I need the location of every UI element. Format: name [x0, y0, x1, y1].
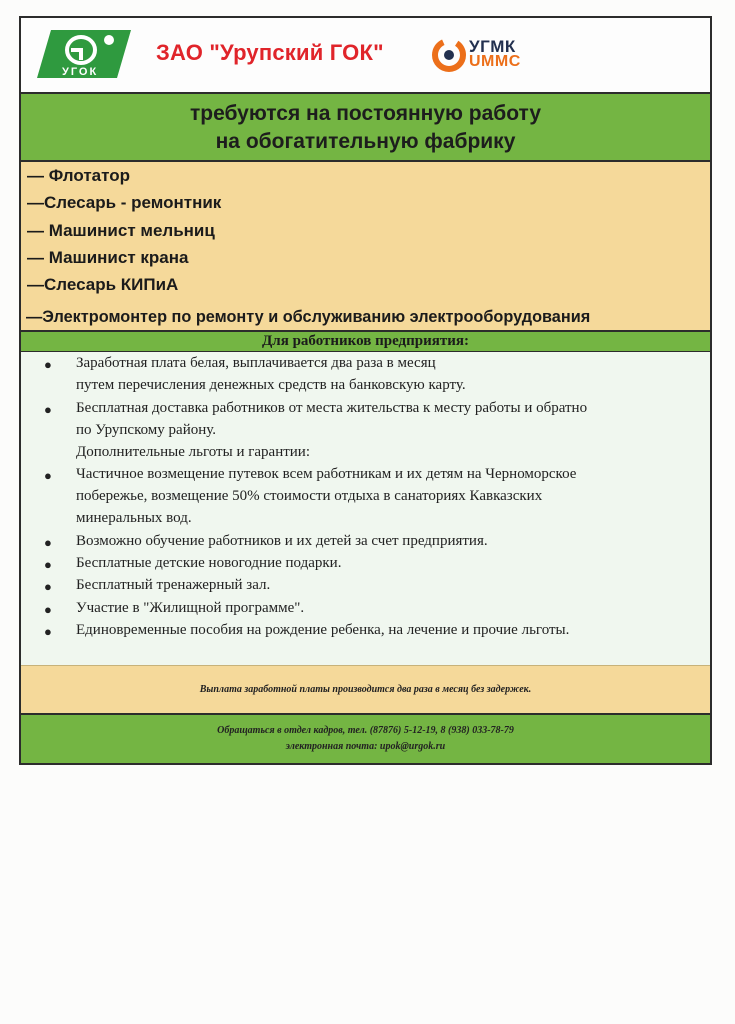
pay-note: Выплата заработной платы производится два раза в месяц без задержек.: [21, 665, 710, 715]
bullet-icon: ●: [44, 535, 52, 550]
company-name: ЗАО "Урупский ГОК": [156, 40, 384, 65]
ugmk-logo-line2: UMMC: [469, 53, 521, 70]
vacancy-title-line1: требуются на постоянную работу: [189, 102, 542, 125]
job-item: —Электромонтер по ремонту и обслуживанию электрооборудования: [26, 308, 591, 326]
job-item: — Флотатор: [27, 166, 130, 185]
ugmk-logo: [431, 36, 549, 74]
benefit-text: Возможно обучение работников и их детей за счет предприятия.: [76, 533, 488, 549]
benefit-text: Бесплатные детские новогодние подарки.: [76, 555, 342, 571]
bullet-icon: ●: [44, 402, 52, 417]
benefit-text: минеральных вод.: [76, 510, 192, 526]
poster: [19, 16, 712, 765]
benefits-list: [21, 352, 710, 665]
benefit-text: Бесплатная доставка работников от места жительства к месту работы и обратно: [76, 400, 588, 416]
contact-info: [21, 715, 710, 763]
benefits-heading: Для работников предприятия:: [21, 332, 710, 352]
job-item: — Машинист крана: [27, 248, 189, 267]
bullet-icon: ●: [44, 579, 52, 594]
ugmk-logo-line1: УГМК: [469, 37, 516, 56]
contact-phone: Обращаться в отдел кадров, тел. (87876) 5-12-19, 8 (938) 033-78-79: [217, 725, 514, 736]
benefit-text: путем перечисления денежных средств на банковскую карту.: [76, 377, 466, 393]
vacancy-title-line2: на обогатительную фабрику: [215, 130, 516, 153]
ugok-logo-text: УГОК: [62, 66, 99, 78]
contact-email: электронная почта: upok@urgok.ru: [285, 741, 446, 752]
benefit-text: Бесплатный тренажерный зал.: [76, 577, 271, 593]
bullet-icon: ●: [44, 557, 52, 572]
benefit-extra-heading: Дополнительные льготы и гарантии:: [76, 444, 310, 460]
vacancy-title: [21, 94, 710, 162]
job-item: —Слесарь КИПиА: [27, 275, 179, 294]
benefit-text: Единовременные пособия на рождение ребенка, на лечение и прочие льготы.: [76, 622, 570, 638]
job-list: [21, 162, 710, 332]
benefit-text: Заработная плата белая, выплачивается два раза в месяц: [76, 355, 436, 371]
benefit-text: Участие в "Жилищной программе".: [76, 600, 305, 616]
bullet-icon: ●: [44, 357, 52, 372]
ugok-logo: [35, 28, 133, 80]
job-item: — Машинист мельниц: [27, 221, 215, 240]
bullet-icon: ●: [44, 468, 52, 483]
benefit-text: Частичное возмещение путевок всем работникам и их детям на Черноморское: [76, 466, 577, 482]
bullet-icon: ●: [44, 624, 52, 639]
benefit-text: побережье, возмещение 50% стоимости отдыха в санаториях Кавказских: [76, 488, 543, 504]
job-item: —Слесарь - ремонтник: [27, 193, 222, 212]
benefit-text: по Урупскому району.: [76, 422, 217, 438]
bullet-icon: ●: [44, 602, 52, 617]
header: [21, 18, 710, 94]
